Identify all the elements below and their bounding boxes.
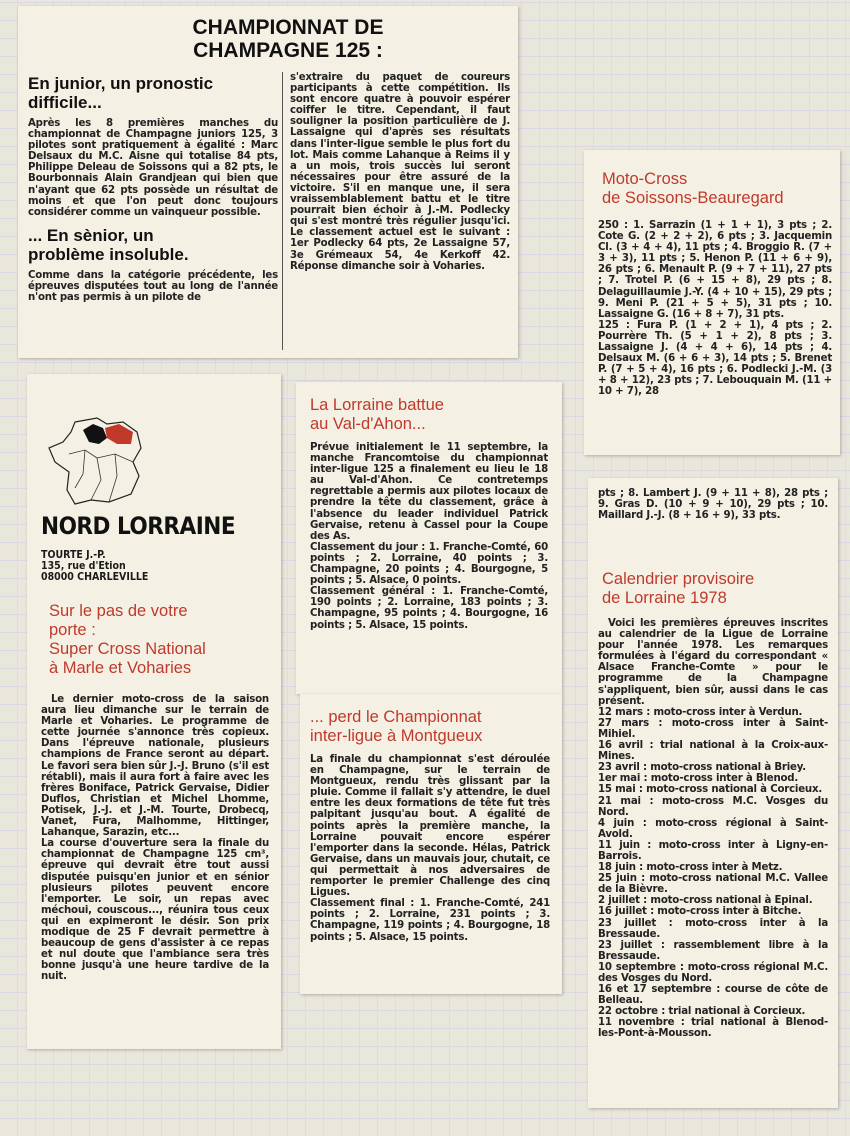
event-item: 21 mai : moto-cross M.C. Vosges du Nord. xyxy=(598,795,828,818)
event-item: 23 avril : moto-cross national à Briey. xyxy=(598,762,806,774)
article-body xyxy=(41,694,269,982)
section-brand: NORD LORRAINE xyxy=(41,512,236,540)
paragraph-2: Classement du jour : 1. Franche-Comté, 60 points ; 2. Lorraine, 40 points ; 3. Champagne, 20 points ; 4. Bourgogne, 5 points ; 5. Alsace, 0 points. xyxy=(310,541,548,587)
article-headline: Calendrier provisoire de Lorraine 1978 xyxy=(602,570,755,607)
event-item: 23 juillet : moto-cross inter à la Bressaude. xyxy=(598,917,828,940)
results-continued: pts ; 8. Lambert J. (9 + 11 + 8), 28 pts ; 9. Gras D. (10 + 9 + 10), 29 pts ; 10. Maillard J.-J. (8 + 16 + 9), 33 pts. xyxy=(598,488,828,522)
event-item: 1er mai : moto-cross inter à Blenod. xyxy=(598,773,799,785)
column-divider xyxy=(282,72,283,350)
intro-paragraph: Voici les premières épreuves inscrites au calendrier de la Ligue de Lorraine pour l'année 1978. Les remarques formulées à l'égard du correspondant « Alsace Franche-Comte » pour le programme de la Champagne s'appliquent, bien sûr, aussi dans le cas présent. xyxy=(598,618,828,707)
paragraph-senior: Comme dans la catégorie précédente, les épreuves disputées tout au long de l'année n'ont pas permis à un pilote de xyxy=(28,269,278,304)
event-item: 11 juin : moto-cross inter à Ligny-en-Barrois. xyxy=(598,839,828,862)
event-item: 25 juin : moto-cross national M.C. Vallee de la Bièvre. xyxy=(598,873,828,896)
paragraph-3: Classement général : 1. Franche-Comté, 190 points ; 2. Lorraine, 183 points ; 3. Champagne, 95 points ; 4. Bourgogne, 16 points ; 5. Alsace, 15 points. xyxy=(310,586,548,631)
event-item: 16 juillet : moto-cross inter à Bitche. xyxy=(598,906,802,918)
event-item: 27 mars : moto-cross inter à Saint-Mihiel. xyxy=(598,717,828,740)
subhead-junior: En junior, un pronostic difficile... xyxy=(28,74,214,112)
clipping-championnat-champagne xyxy=(18,6,518,358)
event-item: 23 juillet : rassemblement libre à la Bressaude. xyxy=(598,939,828,962)
event-item: 2 juillet : moto-cross national à Epinal. xyxy=(598,895,813,907)
article-headline: Sur le pas de votre porte : Super Cross National à Marle et Voharies xyxy=(49,602,206,677)
article-body xyxy=(310,754,550,943)
paragraph-1: La finale du championnat s'est déroulée en Champagne, sur le terrain de Montgueux, rendu très glissant par la pluie. Comme il fallait s'y attendre, le duel entre les deux formations de tête fut très palpitant jusqu'au bout. A égalité de points après la première manche, la Lorraine pouvait encore espérer l'emporter dans la seconde. Hélas, Patrick Gervaise, dans un mauvais jour, chutait, ce qui permettait à nos adversaires de remporter le premier Challenge des cinq Ligues. xyxy=(310,754,550,899)
paragraph-2: Classement final : 1. Franche-Comté, 241 points ; 2. Lorraine, 231 points ; 3. Champagne, 119 points ; 4. Bourgogne, 18 points ; 5. Alsace, 15 points. xyxy=(310,898,550,943)
event-item: 16 avril : trial national à la Croix-aux-Mines. xyxy=(598,740,828,763)
article-title: CHAMPIONNAT DE CHAMPAGNE 125 : xyxy=(192,16,384,62)
paragraph-2: La course d'ouverture sera la finale du championnat de Champagne 125 cm³, épreuve qui devrait être tout aussi disputée puisqu'en junior et en sénior plusieurs pilotes peuvent encore l'emporter. Le soir, un repas avec méchoui, couscous..., réunira tous ceux qui en expimeront le désir. Son prix modique de 25 F devrait permettre à beaucoup de gens d'assister à ce repas et nul doute que l'ambiance sera très bonne jusqu'à une heure tardive de la nuit. xyxy=(41,838,269,983)
event-item: 12 mars : moto-cross inter à Verdun. xyxy=(598,706,803,718)
article-body xyxy=(598,618,828,1040)
event-item: 10 septembre : moto-cross régional M.C. des Vosges du Nord. xyxy=(598,961,828,984)
clipping-lorraine-battue xyxy=(296,382,562,694)
article-headline: La Lorraine battue au Val-d'Ahon... xyxy=(310,396,444,433)
results-250: 250 : 1. Sarrazin (1 + 1 + 1), 3 pts ; 2. Cote G. (2 + 2 + 2), 6 pts ; 3. Jacquemin Cl. (3 + 4 + 4), 11 pts ; 4. Broggio R. (7 + 3 + 3), 11 pts ; 5. Henon P. (11 + 6 + 9), 26 pts ; 6. Menault P. (9 + 7 + 11), 27 pts ; 7. Trotel P. (6 + 15 + 8), 29 pts ; 8. Delaguillaumie J.-Y. (4 + 10 + 15), 29 pts ; 9. Meni P. (21 + 5 + 5), 31 pts ; 10. Lassaigne G. (16 + 8 + 7), 31 pts. xyxy=(598,220,832,320)
event-list xyxy=(598,707,828,1040)
article-body xyxy=(310,442,548,631)
event-item: 18 juin : moto-cross inter à Metz. xyxy=(598,862,783,874)
paragraph-1: Le dernier moto-cross de la saison aura lieu dimanche sur le terrain de Marle et Voharies. Le programme de cette journée s'annonce très copieux. Dans l'épreuve nationale, plusieurs champions de France seront au départ. Le favori sera bien sûr J.-J. Bruno (s'il est rétabli), mais il aura fort à faire avec les frères Boniface, Patrick Gervaise, Didier Duflos, Christian et Michel Lhomme, Potisek, J.-J. et J.-M. Tourte, Drobecq, Vanet, Fura, Malhomme, Hittinger, Lahanque, Sarazin, etc... xyxy=(41,694,269,839)
subhead-senior: ... En sènior, un problème insoluble. xyxy=(28,225,189,264)
clipping-perd-championnat xyxy=(300,694,562,994)
paragraph-junior: Après les 8 premières manches du championnat de Champagne juniors 125, 3 pilotes sont pratiquement à égalité : Marc Delsaux du M.C. Aisne qui totalise 84 pts, Philippe Deleau de Soissons qui a 82 pts, le Bourbonnais Alain Grandjean qui bien que n'ayant que 62 pts possède un résultat de moins et que l'on peut donc toujours considérer comme un vainqueur possible. xyxy=(28,118,278,218)
event-item: 22 octobre : trial national à Corcieux. xyxy=(598,1006,806,1018)
event-item: 4 juin : moto-cross régional à Saint-Avold. xyxy=(598,817,828,840)
france-map-icon xyxy=(45,414,155,513)
paragraph-1: Prévue initialement le 11 septembre, la manche Francomtoise du championnat inter-ligue 125 a finalement eu lieu le 18 au Val-d'Ahon. Ce contretemps regrettable a permis aux pilotes locaux de prendre la tête du classement, grâce à l'absence du leader individuel Patrick Gervaise, retenu à Cassel pour la Coupe des As. xyxy=(310,442,548,542)
article-column-left xyxy=(28,74,278,303)
event-item: 15 mai : moto-cross national à Corcieux. xyxy=(598,784,823,796)
clipping-soissons-beauregard xyxy=(584,150,840,455)
correspondent-address: TOURTE J.-P. 135, rue d'Etion 08000 CHARLEVILLE xyxy=(41,549,149,583)
paragraph-continued: s'extraire du paquet de coureurs participants à cette compétition. Ils sont encore quatre à pouvoir espérer coiffer le titre. Cependant, il faut souligner la position particulière de J. Lassaigne qui d'après ses résultats dans l'inter-ligue semble le plus fort du lot. Mais comme Lahanque à Reims il y a un mois, trois succès lui seront nécessaires pour être assuré de la victoire. S'il en manque une, il sera vraissemblablement battu et le titre pourrait bien échoir à J.-M. Podlecky qui s'est montré très régulier jusqu'ici. Le classement actuel est le suivant : 1er Podlecky 64 pts, 2e Lassaigne 57, 3e Grémeaux 54, 4e Kerkoff 42. Réponse dimanche soir à Voharies. xyxy=(290,72,510,272)
results-body xyxy=(598,220,832,398)
event-item: 11 novembre : trial national à Blenod-les-Pont-à-Mousson. xyxy=(598,1017,828,1040)
clipping-calendrier-lorraine xyxy=(588,478,838,1108)
results-125: 125 : Fura P. (1 + 2 + 1), 4 pts ; 2. Pourrère Th. (5 + 1 + 2), 8 pts ; 3. Lassaigne J. (4 + 4 + 6), 14 pts ; 4. Delsaux M. (6 + 6 + 3), 14 pts ; 5. Brenet P. (7 + 5 + 4), 16 pts ; 6. Podlecki J.-M. (3 + 8 + 12), 23 pts ; 7. Lebouquain M. (11 + 10 + 7), 28 xyxy=(598,319,832,398)
article-headline: ... perd le Championnat inter-ligue à Montgueux xyxy=(310,708,483,745)
event-item: 16 et 17 septembre : course de côte de Belleau. xyxy=(598,984,828,1007)
clipping-nord-lorraine xyxy=(27,374,281,1049)
article-headline: Moto-Cross de Soissons-Beauregard xyxy=(602,170,784,207)
article-column-right xyxy=(290,72,510,272)
